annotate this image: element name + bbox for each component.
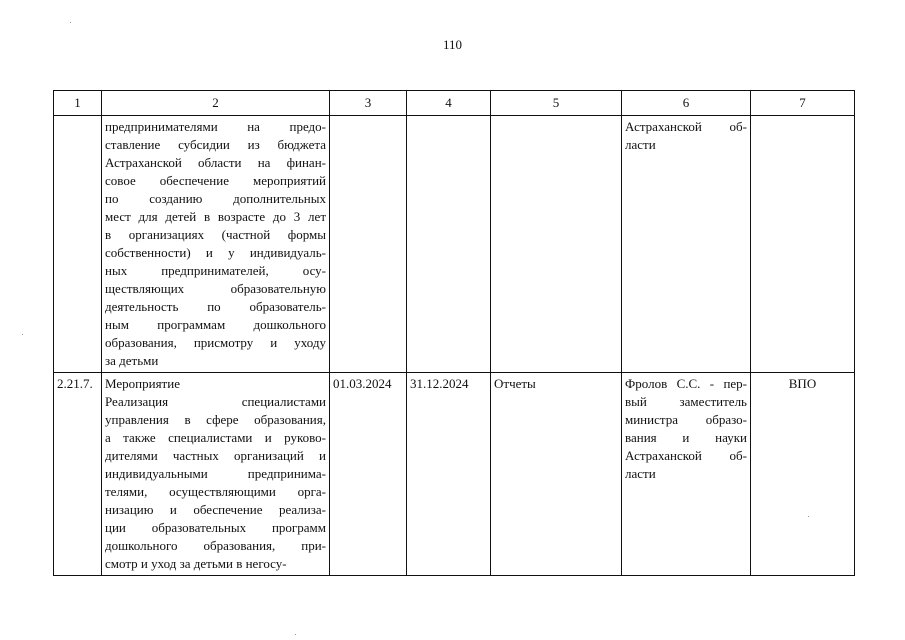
cell-result: Отчеты (491, 373, 622, 576)
table-row-continuation (54, 116, 855, 373)
text-line: вания и науки (625, 430, 747, 445)
text-line: министра образо- (625, 412, 747, 427)
cell-number (54, 116, 102, 373)
text-line: мест для детей в возрасте до 3 лет (105, 209, 326, 224)
header-col-2: 2 (102, 91, 330, 116)
cell-end-date (407, 116, 491, 373)
cell-number: 2.21.7. (54, 373, 102, 576)
text-line: дителями частных организаций и (105, 448, 326, 463)
table-row-2-21-7 (54, 373, 855, 576)
text-line: смотр и уход за детьми в негосу- (105, 556, 287, 571)
plan-table (53, 90, 855, 576)
text-line: ных предпринимателей, осу- (105, 263, 326, 278)
text-line: Реализация специалистами (105, 394, 326, 409)
text-line: Фролов С.С. - пер- (625, 376, 747, 391)
text-line: телями, осуществляющими орга- (105, 484, 326, 499)
text-line: ставление субсидии из бюджета (105, 137, 326, 152)
page-number: 110 (442, 37, 463, 52)
text-line: дошкольного образования, при- (105, 538, 326, 553)
cell-source (751, 116, 855, 373)
cell-end-date: 31.12.2024 (407, 373, 491, 576)
header-col-4: 4 (407, 91, 491, 116)
header-col-6: 6 (622, 91, 751, 116)
cell-start-date (330, 116, 407, 373)
cell-responsible (622, 373, 751, 576)
text-line: собственности) и у индивидуаль- (105, 245, 326, 260)
cell-source: ВПО (751, 373, 855, 576)
header-row (54, 91, 855, 116)
scan-speck (808, 516, 809, 517)
cell-description (102, 116, 330, 373)
text-line: ным программам дошкольного (105, 317, 326, 332)
text-line: Мероприятие (105, 376, 180, 391)
responsible-text (625, 118, 747, 154)
scan-speck (22, 334, 23, 335)
text-line: Астраханской об- (625, 448, 747, 463)
text-line: вый заместитель (625, 394, 747, 409)
text-line: а также специалистами и руково- (105, 430, 326, 445)
text-line: по созданию дополнительных (105, 191, 326, 206)
scan-speck (70, 22, 71, 23)
text-line: предпринимателями на предо- (105, 119, 326, 134)
text-line: низацию и обеспечение реализа- (105, 502, 326, 517)
text-line: ции образовательных программ (105, 520, 326, 535)
text-line: в организациях (частной формы (105, 227, 326, 242)
text-line: ществляющих образовательную (105, 281, 326, 296)
header-col-7: 7 (751, 91, 855, 116)
text-line: образования, присмотру и уходу (105, 335, 326, 350)
text-line: Астраханской области на финан- (105, 155, 326, 170)
header-col-3: 3 (330, 91, 407, 116)
text-line: Астраханской об- (625, 119, 747, 134)
scan-speck (295, 634, 296, 635)
text-line: управления в сфере образования, (105, 412, 326, 427)
description-text (105, 375, 326, 573)
text-line: ласти (625, 466, 656, 481)
cell-responsible (622, 116, 751, 373)
text-line: деятельность по образователь- (105, 299, 326, 314)
cell-description (102, 373, 330, 576)
text-line: ласти (625, 137, 656, 152)
description-text (105, 118, 326, 370)
text-line: за детьми (105, 353, 159, 368)
text-line: совое обеспечение мероприятий (105, 173, 326, 188)
text-line: индивидуальными предпринима- (105, 466, 326, 481)
header-col-1: 1 (54, 91, 102, 116)
cell-start-date: 01.03.2024 (330, 373, 407, 576)
responsible-text (625, 375, 747, 483)
cell-result (491, 116, 622, 373)
header-col-5: 5 (491, 91, 622, 116)
